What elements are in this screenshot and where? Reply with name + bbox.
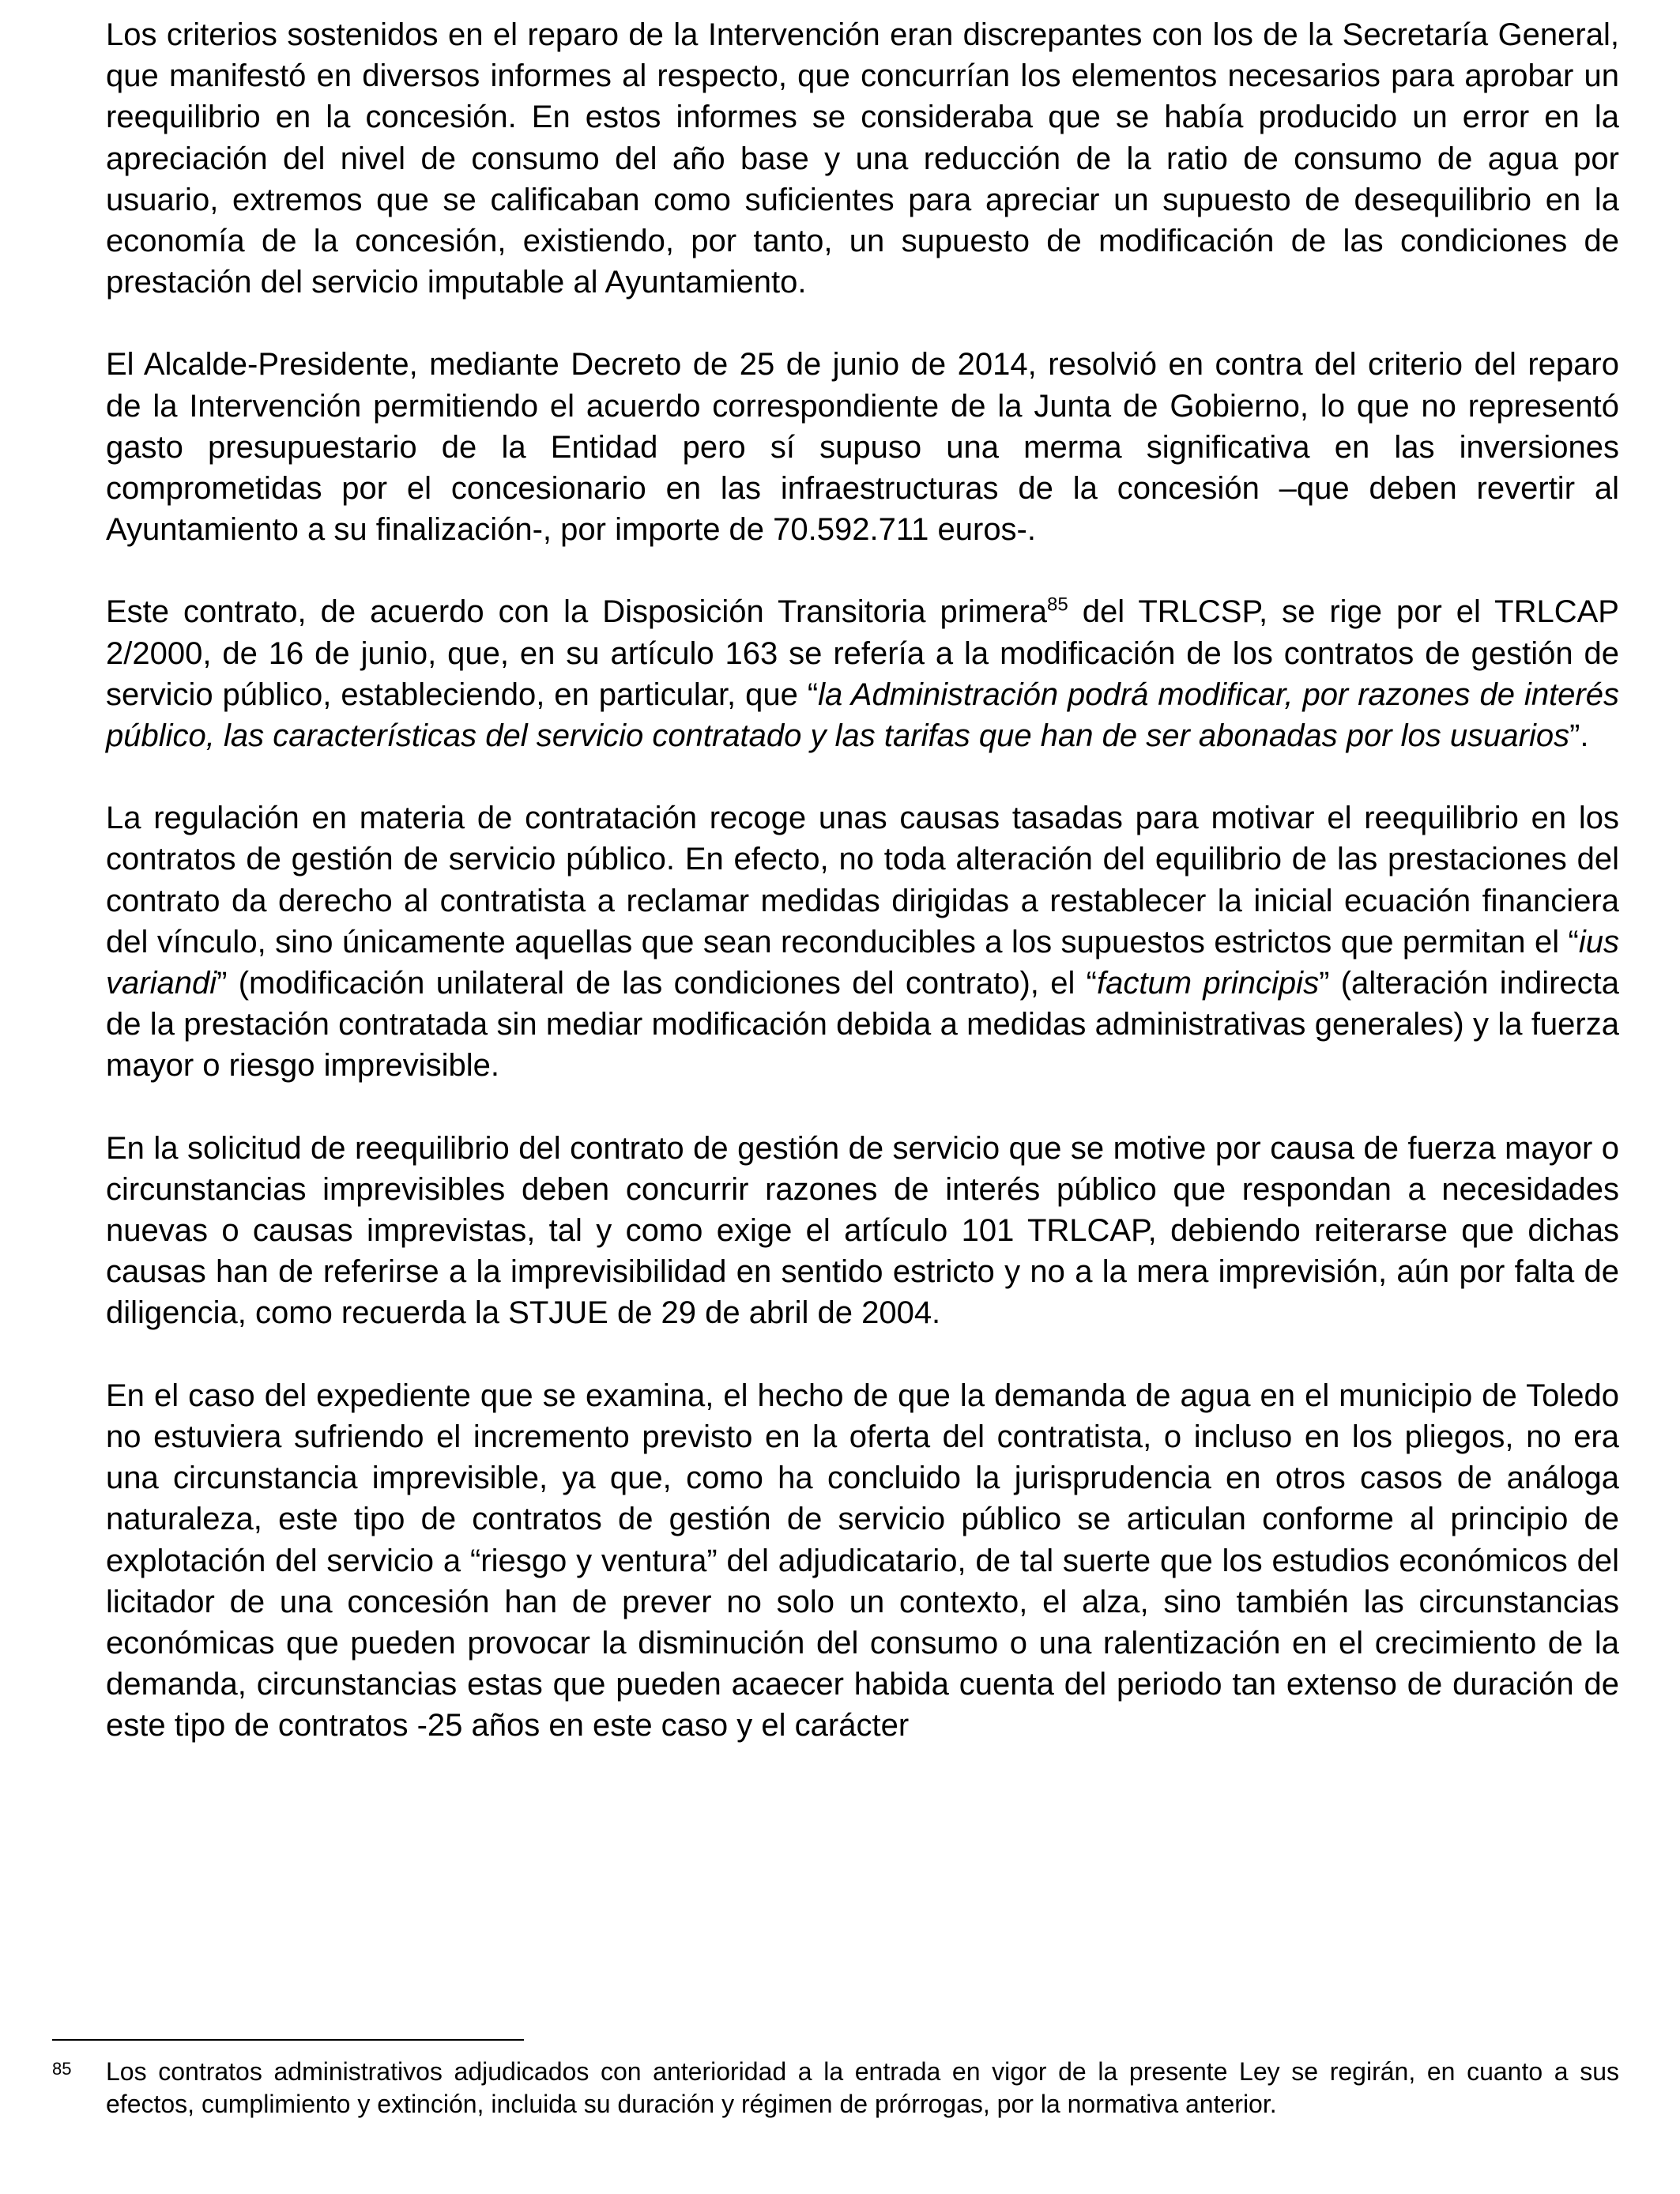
paragraph-4-text-b: ” (modificación unilateral de las condiciones del contrato), el “ — [217, 966, 1097, 1001]
paragraph-4-term-factum-principis: factum principis — [1096, 966, 1320, 1001]
paragraph-6: En el caso del expediente que se examina, el hecho de que la demanda de agua en el municipio de Toledo no estuviera sufriendo el incremento previsto en la oferta del contratista, o incluso en los pliegos, no era una circunstancia imprevisible, ya que, como ha concluido la jurisprudencia en otros casos de análoga naturaleza, este tipo de contratos de gestión de servicio público se articulan conforme al principio de explotación del servicio a “riesgo y ventura” del adjudicatario, de tal suerte que los estudios económicos del licitador de una concesión han de prever no solo un contexto, el alza, sino también las circunstancias económicas que pueden provocar la disminución del consumo o una ralentización en el crecimiento de la demanda, circunstancias estas que pueden acaecer habida cuenta del periodo tan extenso de duración de este tipo de contratos -25 años en este caso y el carácter — [106, 1378, 1619, 1744]
paragraph-3-text-b: del TRLCSP, se rige por el TRLCAP 2/2000, de 16 de junio, que, en su artículo 163 se refería a la modificación de los contratos de gestión de servicio público, estableciendo, en particular, que “ — [106, 594, 1619, 712]
paragraph-4 — [106, 797, 1619, 1086]
footnote-text: Los contratos administrativos adjudicados con anterioridad a la entrada en vigor de la presente Ley se regirán, en cuanto a sus efectos, cumplimiento y extinción, incluida su duración y régimen de prórrogas, por la normativa anterior. — [106, 2057, 1619, 2118]
document-body — [106, 14, 1619, 1788]
paragraph-3-text-a: Este contrato, de acuerdo con la Disposición Transitoria primera — [106, 594, 1048, 630]
paragraph-3 — [106, 591, 1619, 756]
footnote — [52, 2056, 1619, 2120]
paragraph-2: El Alcalde-Presidente, mediante Decreto de 25 de junio de 2014, resolvió en contra del criterio del reparo de la Intervención permitiendo el acuerdo correspondiente de la Junta de Gobierno, lo que no representó gasto presupuestario de la Entidad pero sí supuso una merma significativa en las inversiones comprometidas por el concesionario en las infraestructuras de la concesión –que deben revertir al Ayuntamiento a su finalización-, por importe de 70.592.711 euros-. — [106, 347, 1619, 548]
paragraph-3-quote: la Administración podrá modificar, por razones de interés público, las características del servicio contratado y las tarifas que han de ser abonadas por los usuarios — [106, 677, 1619, 754]
paragraph-4-term-ius-variandi: ius variandi — [106, 924, 1619, 1001]
paragraph-5: En la solicitud de reequilibrio del contrato de gestión de servicio que se motive por causa de fuerza mayor o circunstancias imprevisibles deben concurrir razones de interés público que respondan a necesidades nuevas o causas imprevistas, tal y como exige el artículo 101 TRLCAP, debiendo reiterarse que dichas causas han de referirse a la imprevisibilidad en sentido estricto y no a la mera imprevisión, aún por falta de diligencia, como recuerda la STJUE de 29 de abril de 2004. — [106, 1130, 1619, 1331]
footnote-separator — [52, 2039, 524, 2041]
footnote-reference[interactable]: 85 — [1047, 594, 1068, 616]
paragraph-1: Los criterios sostenidos en el reparo de la Intervención eran discrepantes con los de la Secretaría General, que manifestó en diversos informes al respecto, que concurrían los elementos necesarios para aprobar un reequilibrio en la concesión. En estos informes se consideraba que se había producido un error en la apreciación del nivel de consumo del año base y una reducción de la ratio de consumo de agua por usuario, extremos que se calificaban como suficientes para apreciar un supuesto de desequilibrio en la economía de la concesión, existiendo, por tanto, un supuesto de modificación de las condiciones de prestación del servicio imputable al Ayuntamiento. — [106, 17, 1619, 300]
paragraph-3-text-c: ”. — [1569, 718, 1589, 754]
footnote-number: 85 — [52, 2059, 72, 2079]
paragraph-4-text-a: La regulación en materia de contratación recoge unas causas tasadas para motivar el reequilibrio en los contratos de gestión de servicio público. En efecto, no toda alteración del equilibrio de las prestaciones del contrato da derecho al contratista a reclamar medidas dirigidas a restablecer la inicial ecuación financiera del vínculo, sino únicamente aquellas que sean reconducibles a los supuestos estrictos que permitan el “ — [106, 801, 1619, 959]
paragraph-4-text-c: ” (alteración indirecta de la prestación contratada sin mediar modificación debida a medidas administrativas generales) y la fuerza mayor o riesgo imprevisible. — [106, 966, 1620, 1084]
